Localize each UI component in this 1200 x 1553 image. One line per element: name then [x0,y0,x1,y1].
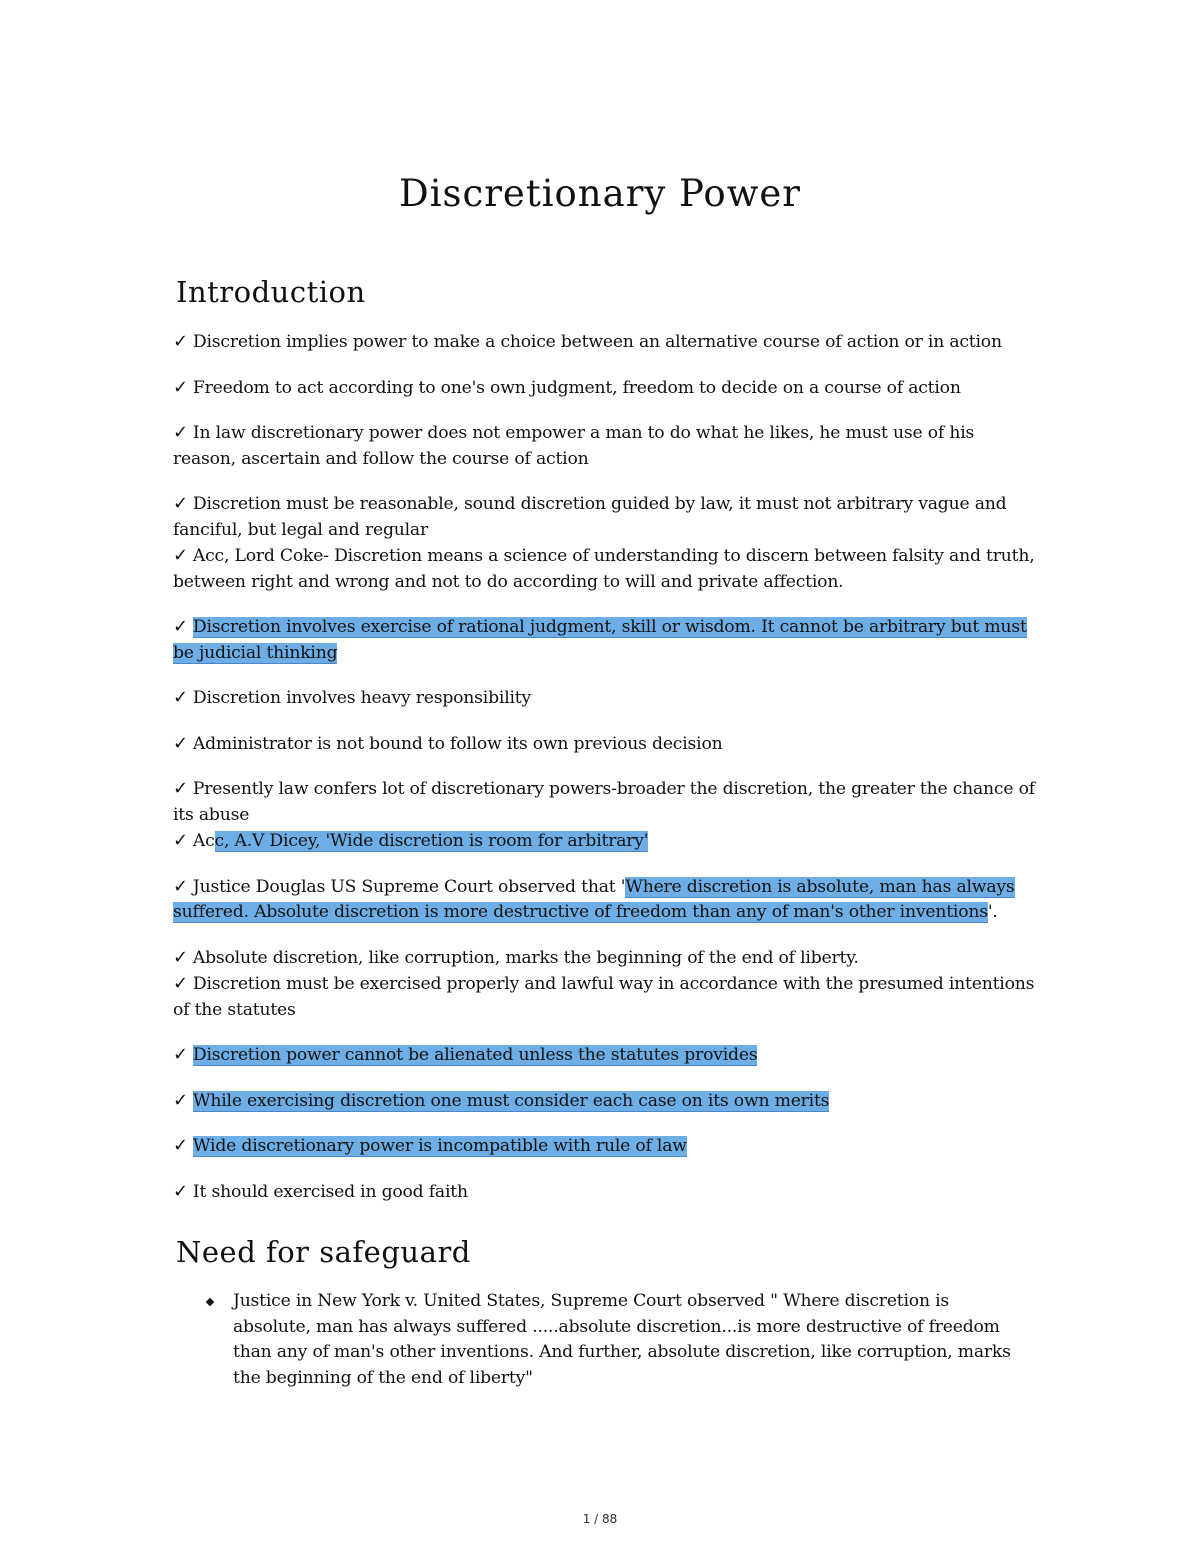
checklist-item [173,1179,1038,1206]
checkmark-icon: ✓ [173,732,188,754]
page-title: Discretionary Power [399,172,801,215]
checkmark-icon: ✓ [173,973,188,994]
checkmark-icon: ✓ [173,1044,188,1065]
highlighted-text: Where discretion is absolute, man has always suffered. Absolute discretion is more destructive of freedom than any of man's other inventions [173,876,1015,922]
item-text: Administrator is not bound to follow its own previous decision [192,733,723,754]
item-text: In law discretionary power does not empower a man to do what he likes, he must use of his reason, ascertain and follow the course of action [173,423,975,469]
section-heading-safeguard: Need for safeguard [176,1235,471,1269]
checkmark-icon: ✓ [173,331,188,352]
checklist-item [173,329,1038,356]
checklist-item [173,543,1038,595]
checkmark-icon: ✓ [173,422,188,443]
safeguard-item [205,1289,1025,1391]
checklist-item [173,375,1038,402]
highlighted-text: Discretion power cannot be alienated unless the statutes provides [192,1045,758,1065]
checklist-item [173,828,1038,855]
checkmark-icon: ✓ [173,778,188,799]
highlighted-text: While exercising discretion one must consider each case on its own merits [192,1090,830,1111]
checkmark-icon: ✓ [173,616,188,637]
introduction-list [173,329,1038,1205]
checkmark-icon: ✓ [173,946,188,968]
checklist-item [173,874,1038,926]
section-heading-introduction: Introduction [176,275,366,309]
diamond-bullet-icon [206,1298,214,1306]
checklist-item [173,1042,1038,1069]
checkmark-icon: ✓ [173,1089,188,1111]
item-text: Discretion implies power to make a choice between an alternative course of action or in action [192,332,1002,352]
checkmark-icon: ✓ [173,687,188,708]
item-text: Discretion must be exercised properly and lawful way in accordance with the presumed intentions of the statutes [173,974,1035,1020]
checklist-item [173,971,1038,1023]
checklist-item [173,731,1038,758]
item-text: It should exercised in good faith [192,1181,468,1202]
page-number: 1 / 88 [582,1512,618,1526]
safeguard-list [205,1289,1025,1391]
checkmark-icon: ✓ [173,1180,188,1202]
checklist-item [173,945,1038,972]
safeguard-text: Justice in New York v. United States, Supreme Court observed " Where discretion is absolute, man has always suffered .....absolute discretion...is more destructive of freedom than any of man's other inventions. And further, absolute discretion, like corruption, marks the beginning of the end of liberty" [233,1291,1011,1388]
item-text: Freedom to act according to one's own judgment, freedom to decide on a course of action [192,377,961,398]
item-text: '. [987,902,998,922]
item-text: Ac [192,831,215,851]
checkmark-icon: ✓ [173,376,188,398]
checklist-item [173,776,1038,828]
item-text: Discretion involves heavy responsibility [192,688,531,708]
checkmark-icon: ✓ [173,1135,188,1156]
item-text: Presently law confers lot of discretionary powers-broader the discretion, the greater the chance of its abuse [173,779,1035,825]
checkmark-icon: ✓ [173,545,188,566]
checklist-item [173,1088,1038,1115]
item-text: Justice Douglas US Supreme Court observed that ' [192,876,626,897]
highlighted-text: Wide discretionary power is incompatible with rule of law [192,1136,687,1156]
checklist-item [173,685,1038,712]
checklist-item [173,1133,1038,1160]
highlighted-text: Discretion involves exercise of rational judgment, skill or wisdom. It cannot be arbitrary but must be judicial thinking [173,617,1027,663]
item-text: Absolute discretion, like corruption, marks the beginning of the end of liberty. [192,947,859,968]
item-text: Acc, Lord Coke- Discretion means a science of understanding to discern between falsity and truth, between right and wrong and not to do according to will and private affection. [173,546,1035,592]
checkmark-icon: ✓ [173,493,188,514]
checkmark-icon: ✓ [173,875,188,897]
item-text: Discretion must be reasonable, sound discretion guided by law, it must not arbitrary vague and fanciful, but legal and regular [173,494,1007,540]
highlighted-text: c, A.V Dicey, 'Wide discretion is room for arbitrary' [214,831,649,851]
checklist-item [173,614,1038,666]
checklist-item [173,491,1038,543]
checklist-item [173,420,1038,472]
checkmark-icon: ✓ [173,830,188,851]
